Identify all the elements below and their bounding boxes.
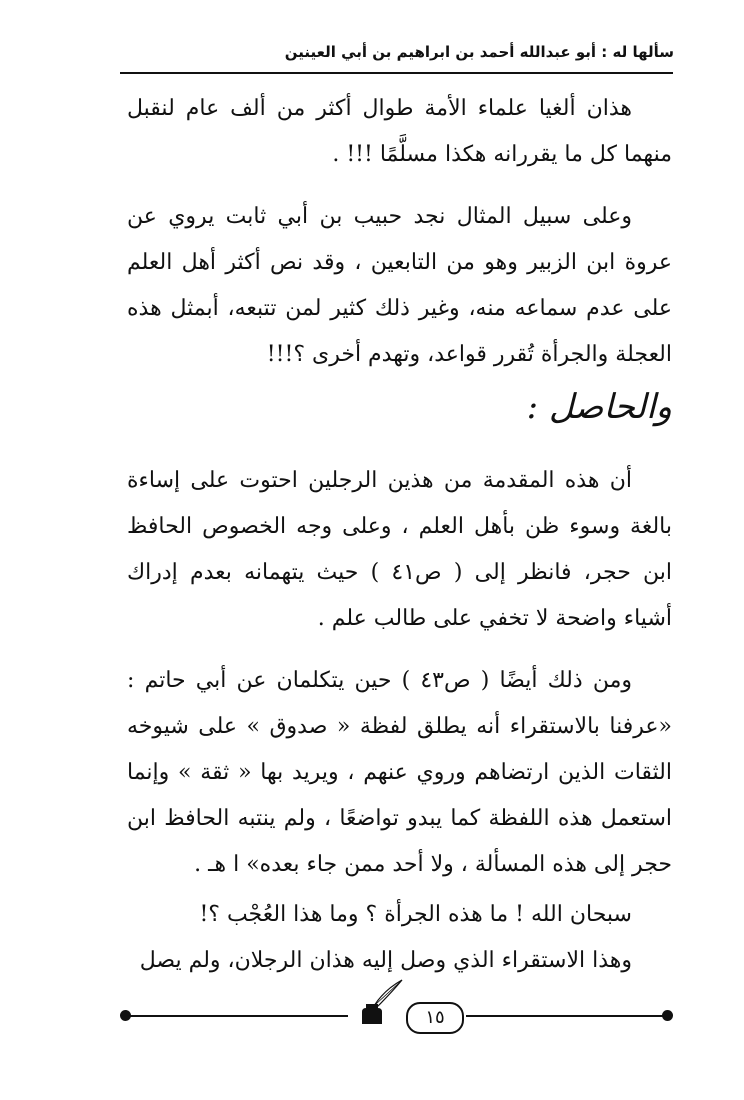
paragraph-lower-3: سبحان الله ! ما هذه الجرأة ؟ وما هذا العُجْب ؟! (199, 902, 632, 927)
section-heading: والحاصل : (526, 387, 672, 427)
footer-dot-right (662, 1010, 673, 1021)
footer-line-right (466, 1015, 666, 1017)
lower-body (127, 458, 672, 984)
running-header: سألها له : أبو عبدالله أحمد بن ابراهيم بن أبي العينين (284, 43, 674, 61)
paragraph-lower-1: أن هذه المقدمة من هذين الرجلين احتوت على إساءة بالغة وسوء ظن بأهل العلم ، وعلى وجه الخصوص الحافظ ابن حجر، فانظر إلى ( ص٤١ ) حيث يتهمانه بعدم إدراك أشياء واضحة لا تخفي على طالب علم . (127, 468, 672, 631)
page-number: ١٥ (406, 1002, 464, 1034)
paragraph-upper-1: هذان ألغيا علماء الأمة طوال أكثر من ألف عام لنقبل منهما كل ما يقررانه هكذا مسلَّمًا !!! . (127, 96, 672, 167)
upper-body (127, 86, 672, 378)
page-footer (120, 1000, 673, 1040)
paragraph-upper-2: وعلى سبيل المثال نجد حبيب بن أبي ثابت يروي عن عروة ابن الزبير وهو من التابعين ، وقد نص أكثر أهل العلم على عدم سماعه منه، وغير ذلك كثير لمن تتبعه، أبمثل هذه العجلة والجرأة تُقرر قواعد، وتهدم أخرى ؟!!! (127, 204, 672, 367)
paragraph-lower-2: ومن ذلك أيضًا ( ص٤٣ ) حين يتكلمان عن أبي حاتم : «عرفنا بالاستقراء أنه يطلق لفظة « صدوق » على شيوخه الثقات الذين ارتضاهم وروي عنهم ، ويريد بها « ثقة » وإنما استعمل هذه اللفظة كما يبدو تواضعًا ، ولم ينتبه الحافظ ابن حجر إلى هذه المسألة ، ولا أحد ممن جاء بعده» ا هـ . (127, 668, 672, 877)
footer-line-left (128, 1015, 348, 1017)
paragraph-lower-4: وهذا الاستقراء الذي وصل إليه هذان الرجلان، ولم يصل (139, 948, 632, 973)
header-rule (120, 72, 673, 74)
inkwell-quill-icon (354, 978, 404, 1028)
